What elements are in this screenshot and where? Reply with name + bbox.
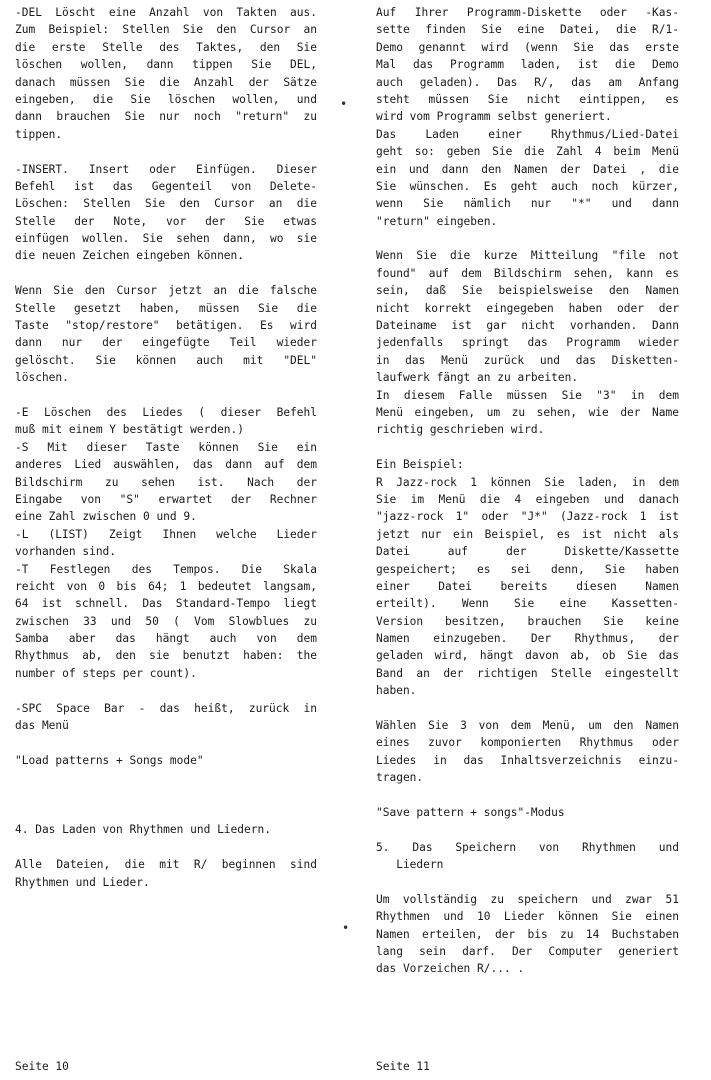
text-line: Stelle gesetzt haben, müssen Sie die [15, 301, 317, 315]
text-line: haben. [376, 684, 417, 698]
blank-line [15, 265, 317, 282]
text-line: -DEL Löscht eine Anzahl von Takten aus. [15, 6, 317, 19]
text-line: Rhythmen und Lieder. [15, 875, 150, 889]
text-line: eingeben, die Sie löschen wollen, und [15, 92, 317, 106]
text-line: Demo genannt wird (wenn Sie das erste [376, 40, 679, 54]
text-line: löschen wollen, dann tippen Sie DEL, [15, 58, 317, 72]
text-line: einer Datei bereits diesen Namen [376, 579, 679, 593]
text-line: in das Menü zurück und das Disketten- [376, 353, 679, 367]
text-line: Wenn Sie den Cursor jetzt an die falsche [15, 284, 317, 298]
text-line: nicht korrekt eingegeben haben oder der [376, 301, 679, 315]
text-line: Auf Ihrer Programm-Diskette oder -Kas- [376, 6, 679, 19]
text-line: Version besitzen, brauchen Sie keine [376, 614, 679, 628]
text-line: Sie wünschen. Es geht auch noch kürzer, [376, 179, 679, 193]
text-line: Wenn Sie die kurze Mitteilung "file not [376, 249, 679, 263]
text-line: reicht von 0 bis 64; 1 bedeutet langsam, [15, 579, 317, 593]
text-line: Taste "stop/restore" betätigen. Es wird [15, 319, 317, 333]
text-line: sette finden Sie eine Datei, die R/1- [376, 23, 679, 37]
text-line: Datei auf der Diskette/Kassette [376, 545, 679, 559]
text-line: die neuen Zeichen eingeben können. [15, 249, 245, 263]
text-line: das Vorzeichen R/... . [376, 962, 525, 976]
blank-line [15, 682, 317, 699]
text-line: -SPC Space Bar - das heißt, zurück in [15, 701, 317, 715]
text-line: laufwerk fängt an zu arbeiten. [376, 371, 579, 385]
text-line: tippen. [15, 127, 63, 141]
text-line: 4. Das Laden von Rhythmen und Liedern. [15, 823, 271, 837]
text-line: Liedern [376, 858, 444, 872]
text-line: Rhythmen und 10 Lieder können Sie einen [376, 910, 679, 924]
text-line: "Load patterns + Songs mode" [15, 753, 204, 767]
blank-line [15, 787, 317, 804]
text-line: Eingabe von "S" erwartet der Rechner [15, 492, 317, 506]
text-line: Band an der richtigen Stelle eingestellt [376, 666, 679, 680]
text-line: Stelle der Note, vor der Sie etwas [15, 214, 317, 228]
text-line: Sie im Menü die 4 eingeben und danach [376, 492, 679, 506]
text-line: -L (LIST) Zeigt Ihnen welche Lieder [15, 527, 317, 541]
text-line: die erste Stelle des Taktes, den Sie [15, 40, 317, 54]
text-line: 64 ist schnell. Das Standard-Tempo liegt [15, 597, 317, 611]
blank-line [376, 821, 679, 838]
blank-line [376, 230, 679, 247]
page-number-right: Seite 11 [376, 1060, 430, 1073]
text-line: Mal das Programm laden, ist die Demo [376, 58, 679, 72]
text-line: R Jazz-rock 1 können Sie laden, in dem [376, 475, 679, 489]
text-line: das Menü [15, 719, 69, 733]
text-line: "Save pattern + songs"-Modus [376, 805, 565, 819]
text-line: gespeichert; es sei denn, Sie haben [376, 562, 679, 576]
text-line: jedenfalls springt das Programm wieder [376, 336, 679, 350]
blank-line [15, 804, 317, 821]
binding-mark: • [342, 921, 350, 935]
binding-mark: • [340, 97, 348, 111]
text-line: wird vom Programm selbst generiert. [376, 110, 612, 124]
text-line: -S Mit dieser Taste können Sie ein [15, 440, 317, 454]
text-line: anderes Lied auswählen, das dann auf dem [15, 458, 317, 472]
text-line: Namen erteilen, der bis zu 14 Buchstaben [376, 927, 679, 941]
text-line: Dateiname ist gar nicht vorhanden. Dann [376, 319, 679, 333]
text-line: found" auf dem Bildschirm sehen, kann es [376, 266, 679, 280]
text-line: Namen einzugeben. Der Rhythmus, der [376, 632, 679, 646]
text-line: 5. Das Speichern von Rhythmen und [376, 840, 679, 854]
text-line: wenn Sie nämlich nur "*" und dann [376, 197, 679, 211]
blank-line [376, 787, 679, 804]
text-line: -INSERT. Insert oder Einfügen. Dieser [15, 162, 317, 176]
text-line: muß mit einem Y bestätigt werden.) [15, 423, 245, 437]
blank-line [376, 874, 679, 891]
text-line: Um vollständig zu speichern und zwar 51 [376, 892, 679, 906]
blank-line [376, 700, 679, 717]
left-column [15, 4, 317, 891]
page-number-left: Seite 10 [15, 1060, 69, 1073]
right-column [376, 4, 679, 978]
text-line: Bildschirm zu sehen ist. Nach der [15, 475, 317, 489]
text-line: lang sein darf. Der Computer generiert [376, 945, 679, 959]
text-line: sein, daß Sie beispielsweise den Namen [376, 284, 679, 298]
blank-line [376, 439, 679, 456]
text-line: Befehl ist das Gegenteil von Delete- [15, 179, 317, 193]
text-line: richtig geschrieben wird. [376, 423, 545, 437]
text-line: jetzt nur ein Beispiel, es ist nicht als [376, 527, 679, 541]
text-line: tragen. [376, 771, 424, 785]
text-line: "return" eingeben. [376, 214, 498, 228]
text-line: Samba aber das hängt auch von dem [15, 632, 317, 646]
text-line: Zum Beispiel: Stellen Sie den Cursor an [15, 23, 317, 37]
blank-line [15, 143, 317, 160]
text-line: geladen wird, hängt davon ab, ob Sie das [376, 649, 679, 663]
blank-line [15, 387, 317, 404]
text-line: einfügen wollen. Sie sehen dann, wo sie [15, 232, 317, 246]
text-line: Das Laden einer Rhythmus/Lied-Datei [376, 127, 679, 141]
text-line: vorhanden sind. [15, 545, 117, 559]
text-line: Menü eingeben, um zu sehen, wie der Name [376, 405, 679, 419]
text-line: löschen. [15, 371, 69, 385]
text-line: danach müssen Sie die Anzahl der Sätze [15, 75, 317, 89]
text-line: zwischen 33 und 50 ( Vom Slowblues zu [15, 614, 317, 628]
text-line: Wählen Sie 3 von dem Menü, um den Namen [376, 719, 679, 733]
text-line: dann nur der eingefügte Teil wieder [15, 336, 317, 350]
text-line: -E Löschen des Liedes ( dieser Befehl [15, 405, 317, 419]
blank-line [15, 769, 317, 786]
text-line: "jazz-rock 1" oder "J*" (Jazz-rock 1 ist [376, 510, 679, 524]
text-line: geht so: geben Sie die Zahl 4 beim Menü [376, 145, 679, 159]
text-line: In diesem Falle müssen Sie "3" in dem [376, 388, 679, 402]
text-line: -T Festlegen des Tempos. Die Skala [15, 562, 317, 576]
text-line: Löschen: Stellen Sie den Cursor an die [15, 197, 317, 211]
text-line: erteilt). Wenn Sie eine Kassetten- [376, 597, 679, 611]
text-line: gelöscht. Sie können auch mit "DEL" [15, 353, 317, 367]
text-line: steht müssen Sie nicht eintippen, es [376, 92, 679, 106]
blank-line [15, 839, 317, 856]
text-line: number of steps per count). [15, 666, 197, 680]
text-line: Alle Dateien, die mit R/ beginnen sind [15, 858, 317, 872]
text-line: Ein Beispiel: [376, 458, 464, 472]
text-line: eine Zahl zwischen 0 und 9. [15, 510, 197, 524]
text-line: dann brauchen Sie nur noch "return" zu [15, 110, 317, 124]
text-line: Liedes in das Inhaltsverzeichnis einzu- [376, 753, 679, 767]
text-line: auch geladen). Das R/, das am Anfang [376, 75, 679, 89]
text-line: Rhythmus ab, den sie benutzt haben: the [15, 649, 317, 663]
text-line: ein und dann den Namen der Datei , die [376, 162, 679, 176]
blank-line [15, 734, 317, 751]
text-line: eines zuvor komponierten Rhythmus oder [376, 736, 679, 750]
